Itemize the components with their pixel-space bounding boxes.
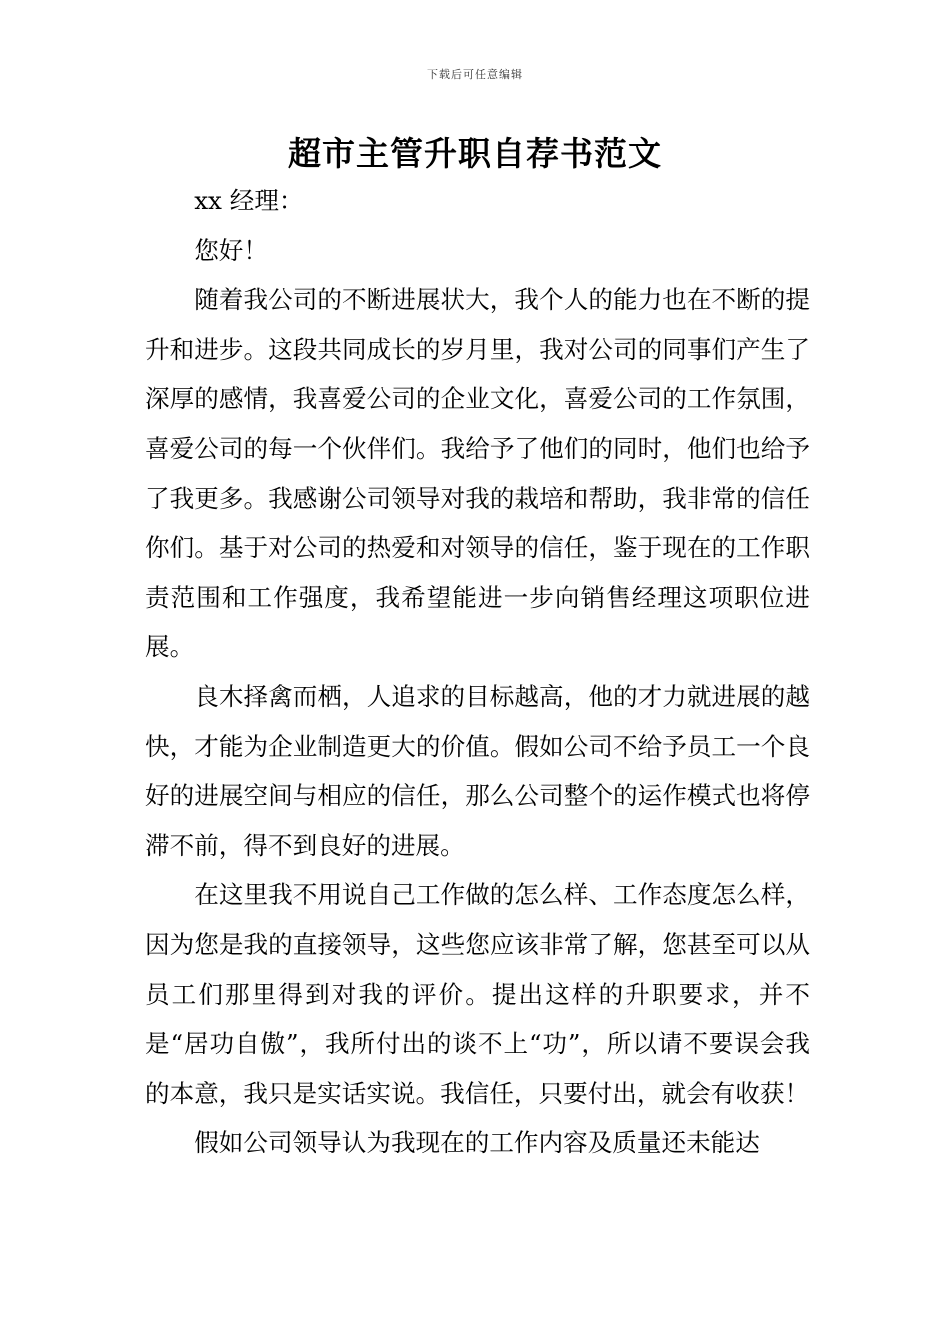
paragraph-4: 假如公司领导认为我现在的工作内容及质量还未能达 bbox=[194, 1128, 760, 1158]
header-note: 下载后可任意编辑 bbox=[427, 68, 523, 81]
paragraph-3: 在这里我不用说自己工作做的怎么样、工作态度怎么样，因为您是我的直接领导，这些您应该非常了解，您甚至可以从员工们那里得到对我的评价。提出这样的升职要求，并不是“居功自傲”，我所付出的谈不上“功”，所以请不要误会我的本意，我只是实话实说。我信任，只要付出，就会有收获！ bbox=[145, 880, 810, 1108]
page-title: 超市主管升职自荐书范文 bbox=[288, 134, 662, 173]
salutation: xx 经理： bbox=[194, 186, 304, 215]
paragraph-1: 随着我公司的不断进展状大，我个人的能力也在不断的提升和进步。这段共同成长的岁月里，我对公司的同事们产生了深厚的感情，我喜爱公司的企业文化，喜爱公司的工作氛围，喜爱公司的每一个伙伴们。我给予了他们的同时，他们也给予了我更多。我感谢公司领导对我的栽培和帮助，我非常的信任你们。基于对公司的热爱和对领导的信任，鉴于现在的工作职责范围和工作强度，我希望能进一步向销售经理这项职位进展。 bbox=[145, 285, 810, 662]
letter-body bbox=[145, 176, 810, 1168]
paragraph-2: 良木择禽而栖，人追求的目标越高，他的才力就进展的越快，才能为企业制造更大的价值。假如公司不给予员工一个良好的进展空间与相应的信任，那么公司整个的运作模式也将停滞不前，得不到良好的进展。 bbox=[145, 681, 810, 860]
greeting: 您好！ bbox=[194, 235, 268, 265]
